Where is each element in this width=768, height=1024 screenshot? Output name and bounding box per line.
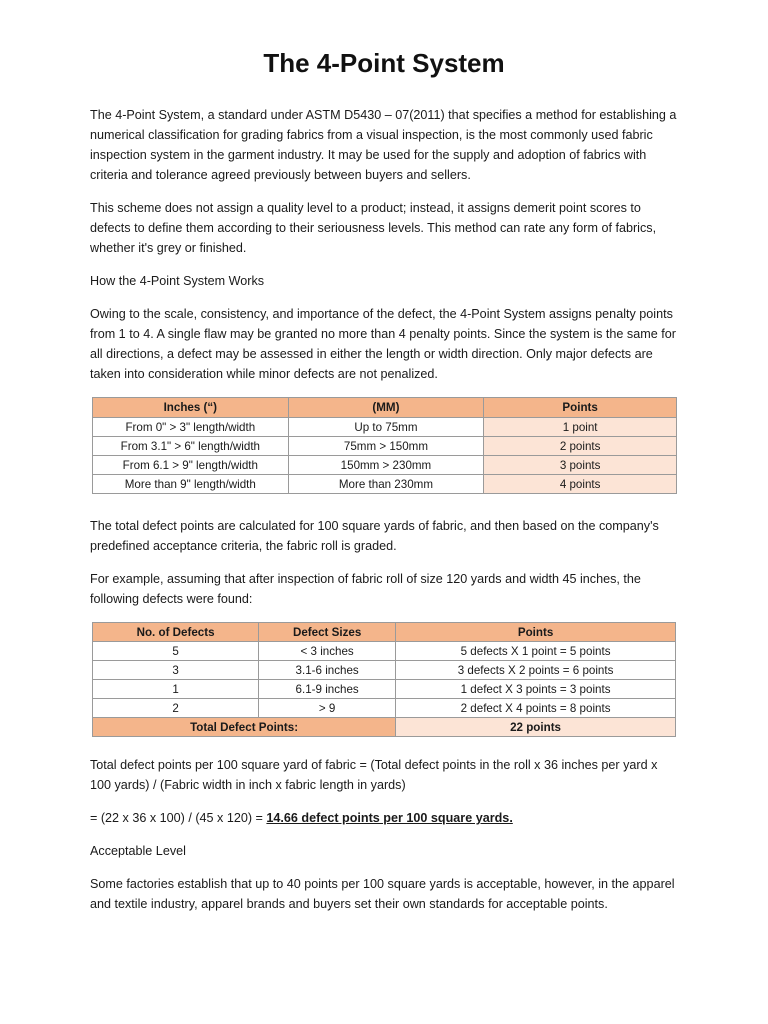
cell-count: 5 — [93, 642, 259, 661]
acceptable-heading: Acceptable Level — [90, 844, 186, 858]
cell-inches: From 0" > 3" length/width — [93, 418, 289, 437]
cell-points: 1 point — [484, 418, 677, 437]
cell-count: 2 — [93, 699, 259, 718]
cell-inches: More than 9" length/width — [93, 475, 289, 494]
how-heading: How the 4-Point System Works — [90, 274, 265, 288]
total-value: 22 points — [396, 718, 676, 737]
table-row — [93, 642, 676, 661]
intro-paragraph: The 4-Point System, a standard under ASTM D5430 – 07(2011) that specifies a method for establishing a numerical classification for grading fabrics from a visual inspection, is the most commonly used fabric inspection system in the garment industry. It may be used for the supply and adoption of fabrics with criteria and tolerance agreed previously between buyers and sellers. — [90, 108, 677, 182]
cell-mm: Up to 75mm — [288, 418, 484, 437]
total-calc-paragraph: The total defect points are calculated for 100 square yards of fabric, and then based on the company's predefined acceptance criteria, the fabric roll is graded. — [90, 519, 659, 553]
header-no-defects: No. of Defects — [93, 623, 259, 642]
cell-mm: 75mm > 150mm — [288, 437, 484, 456]
cell-size: > 9 — [259, 699, 396, 718]
cell-points: 2 defect X 4 points = 8 points — [396, 699, 676, 718]
table-row — [93, 456, 677, 475]
cell-points: 5 defects X 1 point = 5 points — [396, 642, 676, 661]
table-row — [93, 475, 677, 494]
cell-count: 1 — [93, 680, 259, 699]
cell-mm: More than 230mm — [288, 475, 484, 494]
points-scale-table — [92, 397, 677, 494]
cell-size: < 3 inches — [259, 642, 396, 661]
cell-inches: From 3.1" > 6" length/width — [93, 437, 289, 456]
total-label: Total Defect Points: — [93, 718, 396, 737]
cell-size: 3.1-6 inches — [259, 661, 396, 680]
owing-paragraph: Owing to the scale, consistency, and importance of the defect, the 4-Point System assigns penalty points from 1 to 4. A single flaw may be granted no more than 4 penalty points. Since the system is the same for all directions, a defect may be assessed in either the length or width direction. Only major defects are taken into consideration while minor defects are not penalized. — [90, 307, 676, 381]
table-header-row — [93, 398, 677, 418]
table-header-row — [93, 623, 676, 642]
table-row — [93, 680, 676, 699]
cell-points: 3 points — [484, 456, 677, 475]
header-inches: Inches (“) — [93, 398, 289, 418]
defects-example-table — [92, 622, 676, 737]
page-title: The 4-Point System — [263, 48, 505, 78]
cell-count: 3 — [93, 661, 259, 680]
acceptable-paragraph: Some factories establish that up to 40 points per 100 square yards is acceptable, however, in the apparel and textile industry, apparel brands and buyers set their own standards for acceptable points. — [90, 877, 675, 911]
scheme-paragraph: This scheme does not assign a quality level to a product; instead, it assigns demerit point scores to defects to define them according to their seriousness levels. This method can rate any form of fabrics, whether it's grey or finished. — [90, 201, 657, 255]
cell-points: 3 defects X 2 points = 6 points — [396, 661, 676, 680]
header-points: Points — [396, 623, 676, 642]
table-row — [93, 699, 676, 718]
header-defect-sizes: Defect Sizes — [259, 623, 396, 642]
cell-size: 6.1-9 inches — [259, 680, 396, 699]
cell-points: 4 points — [484, 475, 677, 494]
result-prefix: = (22 x 36 x 100) / (45 x 120) = — [90, 811, 267, 825]
cell-points: 2 points — [484, 437, 677, 456]
table-row — [93, 437, 677, 456]
header-mm: (MM) — [288, 398, 484, 418]
total-row — [93, 718, 676, 737]
cell-inches: From 6.1 > 9" length/width — [93, 456, 289, 475]
table-row — [93, 418, 677, 437]
result-paragraph — [90, 808, 678, 828]
cell-mm: 150mm > 230mm — [288, 456, 484, 475]
table-row — [93, 661, 676, 680]
result-value: 14.66 defect points per 100 square yards. — [266, 811, 513, 825]
header-points: Points — [484, 398, 677, 418]
cell-points: 1 defect X 3 points = 3 points — [396, 680, 676, 699]
formula-paragraph: Total defect points per 100 square yard of fabric = (Total defect points in the roll x 36 inches per yard x 100 yards) / (Fabric width in inch x fabric length in yards) — [90, 758, 658, 792]
example-paragraph: For example, assuming that after inspection of fabric roll of size 120 yards and width 45 inches, the following defects were found: — [90, 572, 641, 606]
